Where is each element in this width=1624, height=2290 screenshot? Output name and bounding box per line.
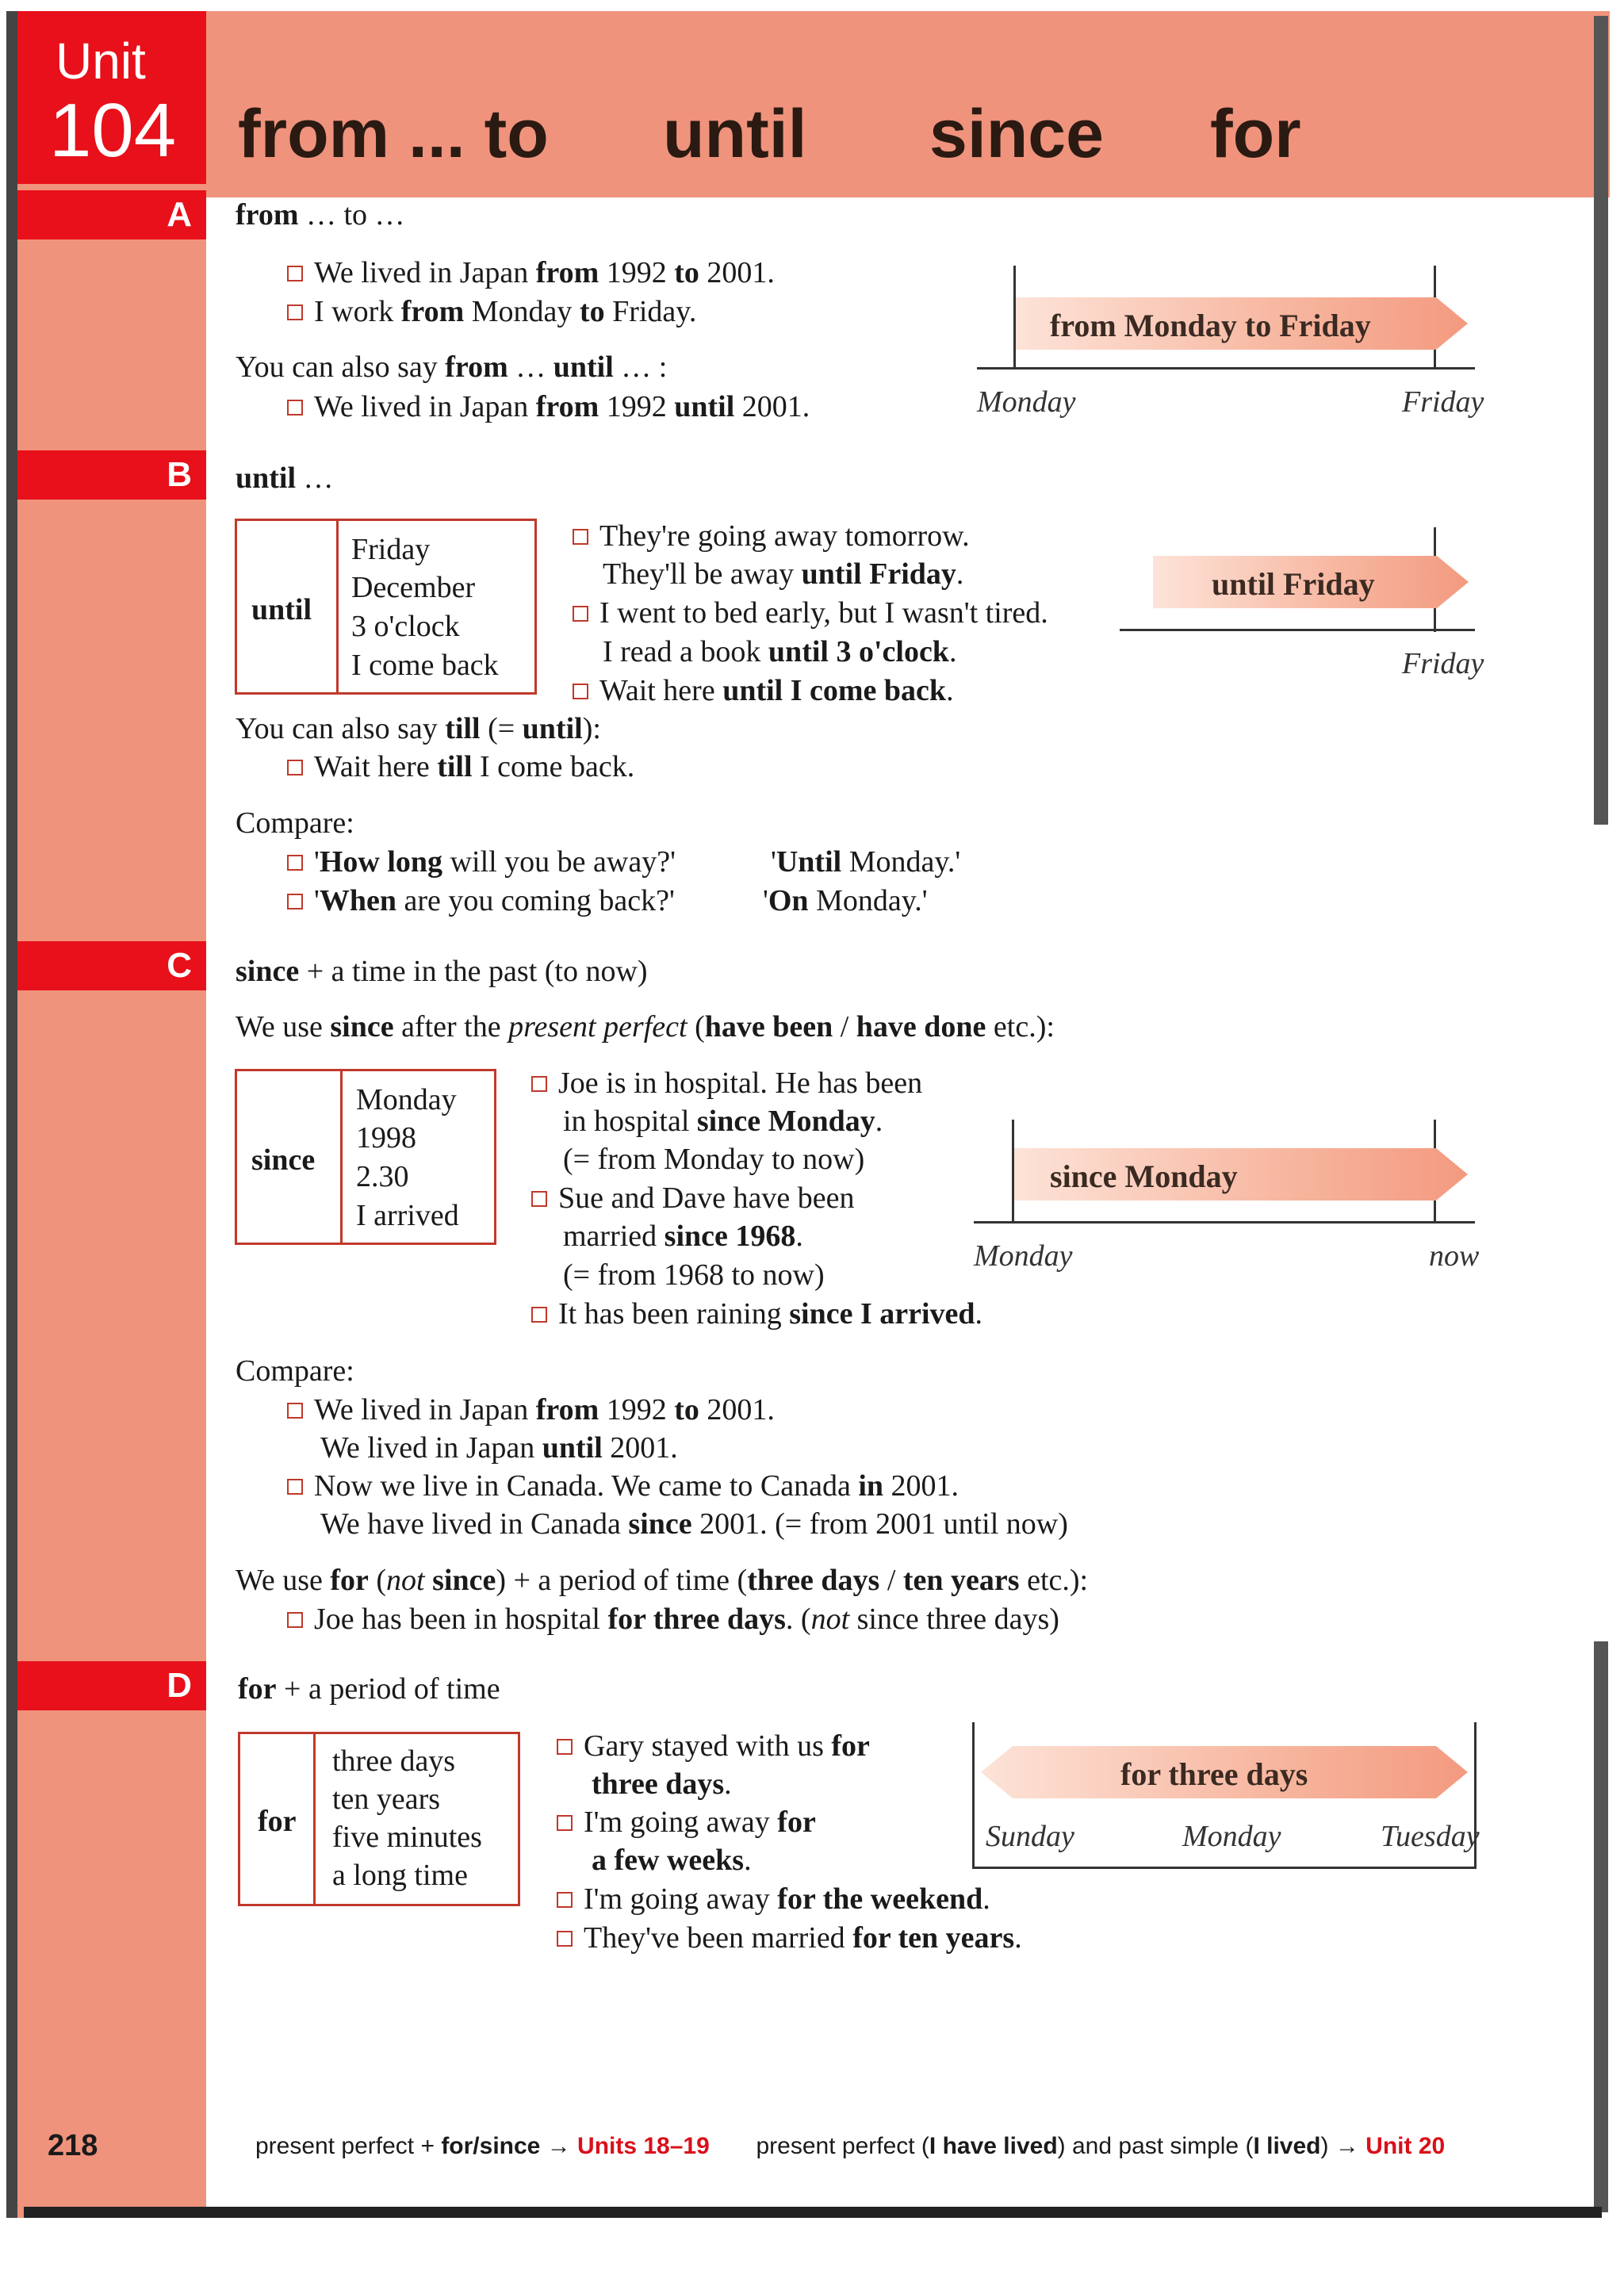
bullet-box-icon [573, 684, 588, 699]
compare-b1-question: 'How long will you be away?' [287, 847, 676, 877]
title-since: since [929, 96, 1104, 172]
example-c1a: Joe is in hospital. He has been [531, 1068, 922, 1098]
section-tab-d [17, 1661, 206, 1710]
right-edge-bar [1594, 1641, 1608, 2212]
page-number: 218 [48, 2129, 98, 2162]
title-from-to: from ... to [238, 96, 549, 172]
link-unit-20[interactable]: Unit 20 [1365, 2133, 1446, 2159]
bullet-box-icon [531, 1191, 547, 1207]
table-label: since [251, 1143, 316, 1177]
timeline-end-label: now [1429, 1239, 1480, 1273]
section-letter: B [167, 455, 192, 494]
table-item: five minutes [332, 1821, 482, 1854]
page-bottom-margin [0, 2218, 1624, 2290]
example-b2b: I read a book until 3 o'clock. [603, 635, 957, 668]
compare-c2a: Now we live in Canada. We came to Canada in 2001. [287, 1471, 959, 1501]
bullet-box-icon [287, 1479, 303, 1495]
compare-b1-answer: 'Until Monday.' [771, 845, 961, 879]
table-item: 3 o'clock [351, 610, 460, 643]
timeline-start-label: Monday [974, 1239, 1073, 1273]
note-c-for-use: We use for (not since) + a period of time (three days / ten years etc.): [236, 1564, 1089, 1597]
note-c-use: We use since after the present perfect (have been / have done etc.): [236, 1010, 1055, 1044]
timeline-day-3: Tuesday [1381, 1820, 1480, 1853]
example-c1c: (= from Monday to now) [563, 1143, 865, 1176]
bullet-box-icon [287, 1403, 303, 1419]
table-label: until [251, 593, 312, 626]
section-letter: C [167, 946, 192, 985]
timeline-label: since Monday [1050, 1158, 1238, 1194]
bullet-box-icon [287, 760, 303, 775]
compare-b-heading: Compare: [236, 806, 354, 840]
table-item: three days [332, 1744, 456, 1778]
bullet-box-icon [573, 606, 588, 622]
timeline-end-label: Friday [1402, 385, 1484, 419]
timeline-day-2: Monday [1182, 1820, 1281, 1853]
table-item: December [351, 571, 476, 604]
example-d2b: a few weeks. [592, 1844, 752, 1877]
section-c-heading: since + a time in the past (to now) [236, 955, 648, 988]
table-item: Friday [351, 533, 431, 566]
bullet-box-icon [287, 855, 303, 871]
table-item: a long time [332, 1859, 468, 1892]
timeline-for [972, 1722, 1480, 1869]
bullet-box-icon [557, 1815, 573, 1831]
bullet-box-icon [287, 266, 303, 281]
bullet-box-icon [557, 1892, 573, 1908]
compare-c1b: We lived in Japan until 2001. [320, 1431, 678, 1465]
footer-cross-references: present perfect + for/since → Units 18–19 present perfect (I have lived) and past simple (I lived) → Unit 20 [255, 2133, 1446, 2159]
timeline-from-to [977, 266, 1484, 419]
note-b-also: You can also say till (= until): [236, 712, 601, 745]
compare-b2-question: 'When are you coming back?' [287, 886, 675, 916]
example-c2b: married since 1968. [563, 1220, 803, 1253]
page-top-edge [0, 0, 1624, 11]
since-table [235, 1069, 496, 1245]
example-a1: We lived in Japan from 1992 to 2001. [287, 258, 775, 288]
title-until: until [663, 96, 807, 172]
example-b1a: They're going away tomorrow. [573, 521, 970, 551]
example-c2a: Sue and Dave have been [531, 1183, 855, 1213]
section-tab-b [17, 450, 206, 500]
table-item: Monday [356, 1083, 457, 1116]
example-c3: It has been raining since I arrived. [531, 1299, 982, 1329]
left-margin-strip [17, 11, 206, 2231]
example-d1b: three days. [592, 1767, 732, 1801]
section-tab-a [17, 190, 206, 239]
timeline-end-label: Friday [1402, 647, 1484, 680]
example-d2a: I'm going away for [557, 1807, 816, 1837]
unit-word: Unit [56, 33, 146, 90]
bullet-box-icon [287, 304, 303, 320]
section-d-heading: for + a period of time [238, 1672, 500, 1706]
note-a-also: You can also say from … until … : [236, 350, 668, 384]
link-units-18-19[interactable]: Units 18–19 [577, 2133, 710, 2159]
example-b2a: I went to bed early, but I wasn't tired. [573, 598, 1048, 628]
section-letter: D [167, 1666, 192, 1705]
table-item: I arrived [356, 1199, 459, 1232]
compare-c1a: We lived in Japan from 1992 to 2001. [287, 1395, 775, 1425]
timeline-start-label: Monday [977, 385, 1076, 419]
right-edge-bar [1594, 16, 1608, 825]
timeline-label: until Friday [1212, 566, 1375, 602]
table-label: for [258, 1805, 297, 1838]
example-a2: I work from Monday to Friday. [287, 297, 696, 327]
compare-c-heading: Compare: [236, 1354, 354, 1388]
example-a3: We lived in Japan from 1992 until 2001. [287, 392, 810, 422]
table-item: ten years [332, 1783, 441, 1816]
section-a-heading: from … to … [236, 198, 405, 232]
for-table [238, 1732, 520, 1906]
example-b4: Wait here till I come back. [287, 752, 634, 782]
bullet-box-icon [287, 894, 303, 909]
example-c-for: Joe has been in hospital for three days. (not since three days) [287, 1604, 1059, 1634]
timeline-until [1120, 527, 1484, 686]
bullet-box-icon [531, 1076, 547, 1092]
left-binding-edge [6, 11, 17, 2231]
example-b1b: They'll be away until Friday. [603, 557, 964, 591]
section-tab-c [17, 941, 206, 990]
unit-number: 104 [49, 88, 177, 173]
example-c2c: (= from 1968 to now) [563, 1258, 825, 1292]
example-d1a: Gary stayed with us for [557, 1731, 870, 1761]
example-b3: Wait here until I come back. [573, 676, 954, 706]
bullet-box-icon [531, 1307, 547, 1323]
bullet-box-icon [573, 529, 588, 545]
example-d3: I'm going away for the weekend. [557, 1884, 990, 1914]
compare-c2b: We have lived in Canada since 2001. (= from 2001 until now) [320, 1507, 1068, 1541]
title-for: for [1210, 96, 1301, 172]
section-letter: A [167, 195, 192, 234]
timeline-label: from Monday to Friday [1050, 308, 1371, 343]
timeline-day-1: Sunday [986, 1820, 1074, 1853]
bullet-box-icon [287, 400, 303, 415]
until-table [235, 519, 537, 695]
table-item: I come back [351, 649, 499, 682]
bullet-box-icon [287, 1612, 303, 1628]
example-c1b: in hospital since Monday. [563, 1105, 883, 1138]
bottom-rule [24, 2207, 1602, 2218]
example-d4: They've been married for ten years. [557, 1923, 1022, 1953]
bullet-box-icon [557, 1931, 573, 1947]
section-b-heading: until … [236, 461, 334, 495]
compare-b2-answer: 'On Monday.' [763, 884, 928, 917]
table-item: 2.30 [356, 1160, 409, 1193]
table-item: 1998 [356, 1121, 416, 1155]
timeline-label: for three days [1120, 1756, 1308, 1792]
bullet-box-icon [557, 1739, 573, 1755]
timeline-since [974, 1120, 1480, 1278]
